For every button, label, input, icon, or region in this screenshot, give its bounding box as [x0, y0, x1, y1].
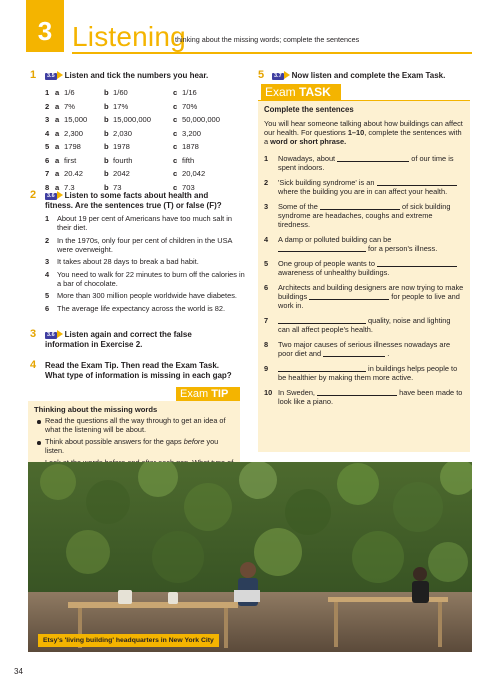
option-c[interactable]: 703 — [182, 182, 195, 192]
sentence-item — [264, 178, 464, 196]
item-number: 6 — [264, 282, 269, 292]
option-letter: b — [104, 182, 109, 192]
section-subtitle: thinking about the missing words; complete the sentences — [175, 35, 360, 44]
section-title: Listening — [72, 21, 186, 52]
sentence-item — [264, 235, 464, 253]
row-number: 5 — [45, 142, 50, 152]
row-number: 8 — [45, 182, 50, 192]
photo-caption: Etsy's 'living building' headquarters in New York City — [38, 634, 219, 647]
statement-item — [45, 304, 245, 313]
exercise-2-number: 2 — [30, 189, 37, 201]
sentence-item — [264, 340, 464, 358]
audio-track-badge[interactable]: 3.5 — [47, 73, 55, 79]
sentence-item — [264, 388, 464, 406]
item-number: 7 — [264, 316, 269, 326]
option-c[interactable]: 1/16 — [182, 88, 197, 98]
item-number: 4 — [45, 269, 50, 279]
option-c[interactable]: 20,042 — [182, 169, 206, 179]
exercise-1-number: 1 — [30, 69, 37, 81]
exercise-4-heading: Read the Exam Tip. Then read the Exam Task. What type of information is missing in each gap? — [45, 361, 232, 380]
sentence-before: Two major causes of serious illnesses nowadays are poor diet and — [278, 340, 451, 359]
answer-gap[interactable] — [309, 293, 389, 300]
option-a[interactable]: 2,300 — [64, 128, 84, 138]
statement-item — [45, 291, 245, 300]
sentence-item — [264, 202, 464, 229]
option-letter: a — [55, 115, 60, 125]
play-icon[interactable] — [57, 330, 63, 338]
sentence-item — [264, 316, 464, 334]
option-b[interactable]: fourth — [113, 155, 133, 165]
item-number: 3 — [264, 201, 269, 211]
option-b[interactable]: 17% — [113, 101, 129, 111]
option-letter: a — [55, 142, 60, 152]
option-letter: b — [104, 155, 109, 165]
answer-gap[interactable] — [377, 260, 457, 267]
exercise-5-number: 5 — [258, 69, 265, 81]
option-letter: c — [173, 115, 178, 125]
option-letter: a — [55, 182, 60, 192]
statement-text: More than 300 million people worldwide have diabetes. — [57, 291, 237, 301]
number-row — [45, 167, 220, 181]
option-letter: b — [104, 101, 109, 111]
option-letter: a — [55, 128, 60, 138]
audio-track-badge[interactable]: 3.7 — [274, 73, 282, 79]
exercise-3-heading: 3.6 Listen again and correct the false information in Exercise 2. — [45, 330, 192, 349]
option-b[interactable]: 1/60 — [113, 88, 128, 98]
option-letter: c — [173, 142, 178, 152]
exam-task-list — [264, 154, 464, 407]
sentence-before: A damp or polluted building can be — [278, 234, 392, 244]
statement-text: You need to walk for 22 minutes to burn off the calories in a bar of chocolate. — [57, 269, 245, 288]
exercise-3-number: 3 — [30, 328, 37, 340]
statement-text: About 19 per cent of Americans have too much salt in their diet. — [57, 214, 233, 233]
page-number: 34 — [14, 667, 23, 676]
answer-gap[interactable] — [278, 245, 366, 252]
option-b[interactable]: 2,030 — [113, 128, 133, 138]
number-row — [45, 140, 220, 154]
tip-bullet: Read the questions all the way through to get an idea of what the listening will be about. — [34, 417, 234, 435]
sentence-item — [264, 364, 464, 382]
item-number: 2 — [45, 235, 50, 245]
sentence-before: One group of people wants to — [278, 258, 378, 268]
living-wall-photo-illustration — [28, 462, 472, 652]
audio-track-badge[interactable]: 3.6 — [47, 193, 55, 199]
option-letter: a — [55, 155, 60, 165]
exercise-5-heading: 3.7 Now listen and complete the Exam Task. — [274, 71, 446, 80]
statement-text: It takes about 28 days to break a bad habit. — [57, 257, 199, 267]
sentence-before: 'Sick building syndrome' is an — [278, 177, 377, 187]
sentence-after: of our time is spent indoors. — [278, 153, 454, 172]
option-letter: c — [173, 88, 178, 98]
exam-task-title: Complete the sentences — [264, 105, 354, 114]
item-number: 1 — [45, 214, 50, 223]
exam-task-label: Exam TASK — [261, 84, 341, 100]
option-letter: c — [173, 128, 178, 138]
row-number: 2 — [45, 101, 50, 111]
option-letter: a — [55, 169, 60, 179]
answer-gap[interactable] — [323, 350, 385, 357]
option-a[interactable]: 1/6 — [64, 88, 75, 98]
answer-gap[interactable] — [278, 317, 366, 324]
item-number: 8 — [264, 340, 269, 350]
option-letter: a — [55, 88, 60, 98]
unit-number-tab: 3 — [26, 0, 64, 52]
row-number: 3 — [45, 115, 50, 125]
item-number: 2 — [264, 177, 269, 187]
item-number: 10 — [264, 388, 273, 398]
sentence-before: Some of the — [278, 201, 320, 211]
exercise-4-number: 4 — [30, 359, 37, 371]
sentence-after: where the building you are in can affect your health. — [278, 186, 448, 196]
item-number: 5 — [264, 258, 269, 268]
sentence-after: in buildings helps people to be healthier by making them more active. — [278, 364, 458, 383]
option-a[interactable]: 20.42 — [64, 169, 84, 179]
option-c[interactable]: 1878 — [182, 142, 199, 152]
statement-item — [45, 214, 245, 232]
option-c[interactable]: fifth — [182, 155, 195, 165]
option-c[interactable]: 70% — [182, 101, 198, 111]
option-a[interactable]: 7.3 — [64, 182, 75, 192]
option-letter: a — [55, 101, 60, 111]
option-letter: c — [173, 101, 178, 111]
option-letter: b — [104, 142, 109, 152]
sentence-before: Architects and building designers are now trying to make buildings — [278, 282, 464, 301]
answer-gap[interactable] — [278, 365, 366, 372]
play-icon[interactable] — [57, 191, 63, 199]
row-number: 1 — [45, 88, 50, 98]
option-letter: b — [104, 128, 109, 138]
item-number: 6 — [45, 303, 50, 313]
answer-gap[interactable] — [337, 155, 409, 162]
item-number: 3 — [45, 257, 50, 267]
option-letter: c — [173, 155, 178, 165]
exercise-1-heading: 3.5 Listen and tick the numbers you hear. — [47, 71, 209, 80]
sentence-item — [264, 154, 464, 172]
option-a[interactable]: 1798 — [64, 142, 81, 152]
exam-task-intro: You will hear someone talking about how buildings can affect our health. For questions 1–10, complete the sentences with a word or short phrase. — [264, 118, 463, 146]
statement-item — [45, 270, 245, 288]
sentence-item — [264, 283, 464, 310]
number-row — [45, 86, 220, 100]
option-a[interactable]: first — [64, 155, 77, 165]
tip-bullet: Think about possible answers for the gaps before you listen. — [34, 438, 234, 456]
exercise-2-heading: 3.6 Listen to some facts about health and fitness. Are the sentences true (T) or false (F)? — [45, 191, 222, 210]
answer-gap[interactable] — [317, 389, 397, 396]
statement-item — [45, 236, 245, 254]
row-number: 6 — [45, 155, 50, 165]
item-number: 4 — [264, 234, 269, 244]
option-letter: c — [173, 169, 178, 179]
option-letter: b — [104, 88, 109, 98]
option-b[interactable]: 73 — [113, 182, 122, 192]
exam-tip-title: Thinking about the missing words — [34, 405, 158, 414]
sentence-after: of sick building syndrome are headaches, coughs and extreme tiredness. — [278, 201, 451, 229]
option-c[interactable]: 3,200 — [182, 128, 202, 138]
option-b[interactable]: 15,000,000 — [113, 115, 152, 125]
option-letter: c — [173, 182, 178, 192]
item-number: 9 — [264, 364, 269, 374]
sentence-after: quality, noise and lighting can all affect people's health. — [278, 316, 451, 335]
sentence-after: for a person's illness. — [366, 243, 438, 253]
sentence-after: awareness of unhealthy buildings. — [278, 267, 390, 277]
header-rule — [72, 52, 472, 54]
item-number: 5 — [45, 291, 50, 301]
option-a[interactable]: 15,000 — [64, 115, 88, 125]
sentence-after: for people to live and work in. — [278, 291, 460, 310]
option-c[interactable]: 50,000,000 — [182, 115, 221, 125]
play-icon[interactable] — [57, 71, 63, 79]
sentence-before: Nowadays, about — [278, 153, 338, 163]
exercise-1-number-table — [45, 86, 220, 194]
office-photo — [28, 462, 472, 652]
sentence-item — [264, 259, 464, 277]
option-letter: b — [104, 115, 109, 125]
exercise-2-list — [45, 214, 245, 316]
number-row — [45, 127, 220, 141]
sentence-after: have been made to look like a piano. — [278, 388, 463, 407]
option-a[interactable]: 7% — [64, 101, 75, 111]
exam-tip-label: Exam TIP — [176, 387, 240, 401]
audio-track-badge[interactable]: 3.6 — [47, 332, 55, 338]
number-row — [45, 113, 220, 127]
answer-gap[interactable] — [377, 179, 457, 186]
unit-header — [0, 0, 500, 58]
row-number: 4 — [45, 128, 50, 138]
play-icon[interactable] — [284, 71, 290, 79]
sentence-before: In Sweden, — [278, 388, 318, 398]
statement-text: The average life expectancy across the world is 82. — [57, 303, 226, 313]
exam-task-box — [258, 100, 470, 452]
item-number: 1 — [264, 153, 269, 163]
number-row — [45, 100, 220, 114]
sentence-after: . — [385, 349, 390, 359]
option-b[interactable]: 1978 — [113, 142, 130, 152]
statement-text: In the 1970s, only four per cent of children in the USA were overweight. — [57, 235, 233, 254]
answer-gap[interactable] — [320, 203, 400, 210]
statement-item — [45, 257, 245, 266]
option-letter: b — [104, 169, 109, 179]
row-number: 7 — [45, 169, 50, 179]
option-b[interactable]: 2042 — [113, 169, 130, 179]
number-row — [45, 154, 220, 168]
